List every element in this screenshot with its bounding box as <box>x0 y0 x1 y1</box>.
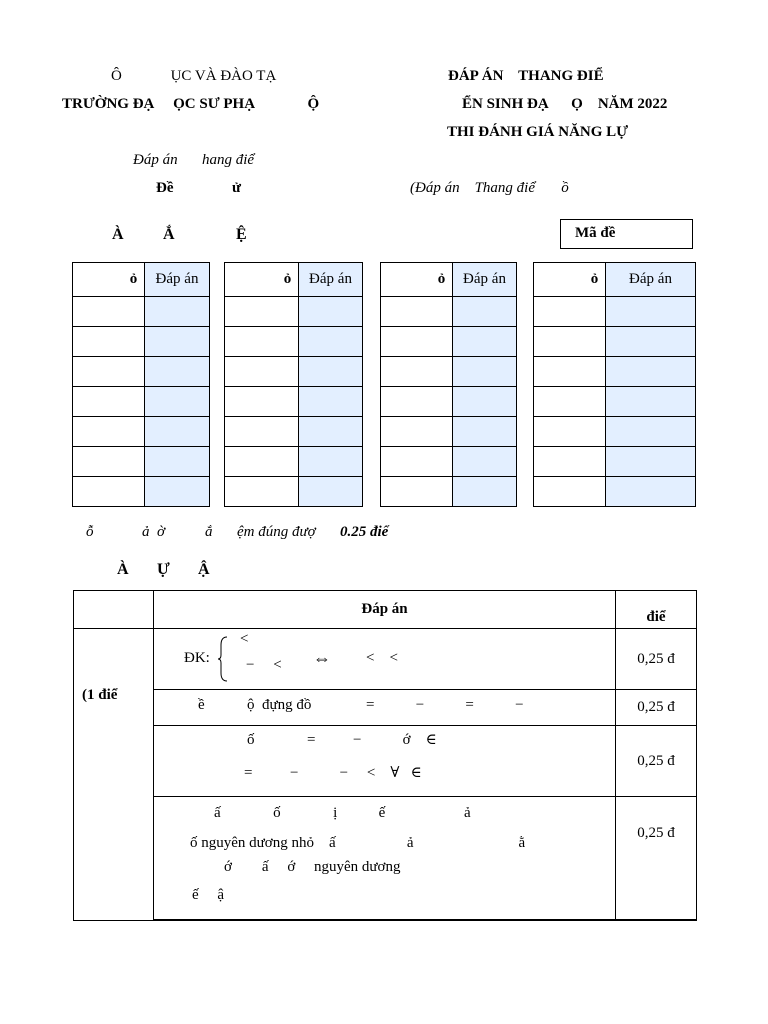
table-cell <box>534 387 606 417</box>
section2-title-c: Ậ <box>198 561 210 578</box>
table-cell <box>73 327 145 357</box>
answer-table-3 <box>380 262 517 507</box>
essay-row-4-line2: ố nguyên dương nhỏ ấ ả ằ <box>190 835 526 851</box>
scoring-note-b: ả ờ <box>142 524 166 540</box>
answer-table-4 <box>533 262 696 507</box>
essay-row-3-line1: ố = − ớ ∈ <box>247 732 437 748</box>
table-cell <box>73 477 145 507</box>
subheader-line2-c: (Đáp án Thang điể ồ <box>410 180 569 196</box>
essay-row-1-score: 0,25 đ <box>616 629 697 690</box>
table-cell <box>73 357 145 387</box>
essay-row-1-after: < < <box>366 650 398 666</box>
answer-cell[interactable] <box>453 447 517 477</box>
table-cell <box>381 477 453 507</box>
essay-row-2-text-b: ộ đựng đồ <box>247 697 312 713</box>
answer-table-2-col-answer: Đáp án <box>299 263 363 297</box>
essay-row-2 <box>154 690 616 726</box>
answer-cell[interactable] <box>145 357 210 387</box>
essay-row-4 <box>154 797 616 921</box>
essay-row-1 <box>154 629 616 690</box>
answer-cell[interactable] <box>606 387 696 417</box>
essay-row-4-line1: ấ ố ị ế ả <box>214 805 471 821</box>
answer-cell[interactable] <box>453 417 517 447</box>
answer-cell[interactable] <box>453 297 517 327</box>
table-cell <box>534 297 606 327</box>
essay-row-4-line4: ế ậ <box>192 887 225 903</box>
answer-cell[interactable] <box>453 387 517 417</box>
answer-cell[interactable] <box>145 387 210 417</box>
header-right-line3: THI ĐÁNH GIÁ NĂNG LỰ <box>447 124 629 140</box>
answer-cell[interactable] <box>299 477 363 507</box>
answer-cell[interactable] <box>145 447 210 477</box>
scoring-note-a: ỗ <box>86 524 94 540</box>
table-cell <box>534 327 606 357</box>
essay-row-1-dk: ĐK: <box>184 650 210 666</box>
table-cell <box>225 477 299 507</box>
answer-cell[interactable] <box>453 357 517 387</box>
table-cell <box>381 357 453 387</box>
table-cell <box>73 387 145 417</box>
section1-title-a: À <box>112 226 124 243</box>
subheader-line1-b: hang điể <box>202 152 255 168</box>
answer-table-3-col-answer: Đáp án <box>453 263 517 297</box>
answer-cell[interactable] <box>299 297 363 327</box>
essay-header-score: điể <box>616 591 697 629</box>
essay-answer-table <box>73 590 697 921</box>
answer-cell[interactable] <box>453 327 517 357</box>
table-cell <box>381 327 453 357</box>
header-left-line1: Ô ỤC VÀ ĐÀO TẠ <box>111 68 277 84</box>
essay-row-2-text-a: ề <box>198 697 205 713</box>
table-cell <box>381 297 453 327</box>
answer-cell[interactable] <box>606 417 696 447</box>
subheader-line1-a: Đáp án <box>133 152 178 168</box>
essay-header-answer: Đáp án <box>154 591 616 629</box>
header-right-line1: ĐÁP ÁN THANG ĐIỂ <box>448 68 604 84</box>
answer-cell[interactable] <box>145 417 210 447</box>
answer-cell[interactable] <box>606 447 696 477</box>
scoring-note-c: ắ <box>205 524 213 540</box>
section2-title-a: À <box>117 561 129 578</box>
answer-cell[interactable] <box>453 477 517 507</box>
table-cell <box>381 447 453 477</box>
answer-table-4-col-question: ỏ <box>534 263 606 297</box>
essay-row-3 <box>154 726 616 797</box>
table-cell <box>534 477 606 507</box>
table-cell <box>381 387 453 417</box>
table-cell <box>381 417 453 447</box>
table-cell <box>73 297 145 327</box>
answer-cell[interactable] <box>606 477 696 507</box>
answer-table-2-col-question: ỏ <box>225 263 299 297</box>
subheader-line2-a: Đề <box>156 180 174 196</box>
essay-question-label: (1 điể <box>74 629 154 921</box>
table-cell <box>534 417 606 447</box>
exam-code-label: Mã đề <box>575 225 616 241</box>
essay-row-1-brace-top: < <box>240 631 249 647</box>
answer-table-4-col-answer: Đáp án <box>606 263 696 297</box>
essay-row-1-brace-bottom: − < <box>246 657 282 673</box>
essay-header-question <box>74 591 154 629</box>
subheader-line2-b: ử <box>232 180 242 196</box>
essay-row-4-line3: ớ ấ ớ nguyên dương <box>224 859 401 875</box>
equivalence-icon: ⇔ <box>313 648 331 668</box>
table-cell <box>534 357 606 387</box>
answer-table-1-col-answer: Đáp án <box>145 263 210 297</box>
scoring-note-d: ệm đúng đượ <box>237 524 316 540</box>
essay-row-3-score: 0,25 đ <box>616 726 697 797</box>
answer-cell[interactable] <box>606 357 696 387</box>
header-right-line2: ỂN SINH ĐẠ Ọ NĂM 2022 <box>462 96 668 112</box>
answer-cell[interactable] <box>299 357 363 387</box>
answer-table-1-col-question: ỏ <box>73 263 145 297</box>
scoring-note-points: 0.25 điể <box>340 524 389 540</box>
answer-table-3-col-question: ỏ <box>381 263 453 297</box>
answer-cell[interactable] <box>299 447 363 477</box>
answer-table-2 <box>224 262 363 507</box>
table-cell <box>73 417 145 447</box>
table-cell <box>225 327 299 357</box>
answer-cell[interactable] <box>145 477 210 507</box>
answer-cell[interactable] <box>299 327 363 357</box>
table-cell <box>225 357 299 387</box>
section1-title-b: Ắ <box>163 226 175 243</box>
table-cell <box>225 417 299 447</box>
section2-title-b: Ự <box>157 561 170 578</box>
table-cell <box>534 447 606 477</box>
exam-code-box <box>560 219 693 249</box>
answer-cell[interactable] <box>299 417 363 447</box>
answer-cell[interactable] <box>299 387 363 417</box>
table-cell <box>225 297 299 327</box>
essay-row-3-line2: = − − < ∀ ∈ <box>244 765 422 781</box>
table-cell <box>225 387 299 417</box>
essay-row-2-text-c: = − = − <box>366 697 524 713</box>
table-cell <box>73 447 145 477</box>
essay-row-4-score: 0,25 đ <box>616 797 697 921</box>
answer-table-1 <box>72 262 210 507</box>
section1-title-c: Ệ <box>236 226 247 243</box>
header-left-line2: TRƯỜNG ĐẠ ỌC SƯ PHẠ Ộ <box>62 96 320 112</box>
answer-cell[interactable] <box>606 327 696 357</box>
left-brace-icon <box>217 635 229 683</box>
answer-cell[interactable] <box>145 327 210 357</box>
answer-cell[interactable] <box>145 297 210 327</box>
essay-row-2-score: 0,25 đ <box>616 690 697 726</box>
table-cell <box>225 447 299 477</box>
answer-cell[interactable] <box>606 297 696 327</box>
